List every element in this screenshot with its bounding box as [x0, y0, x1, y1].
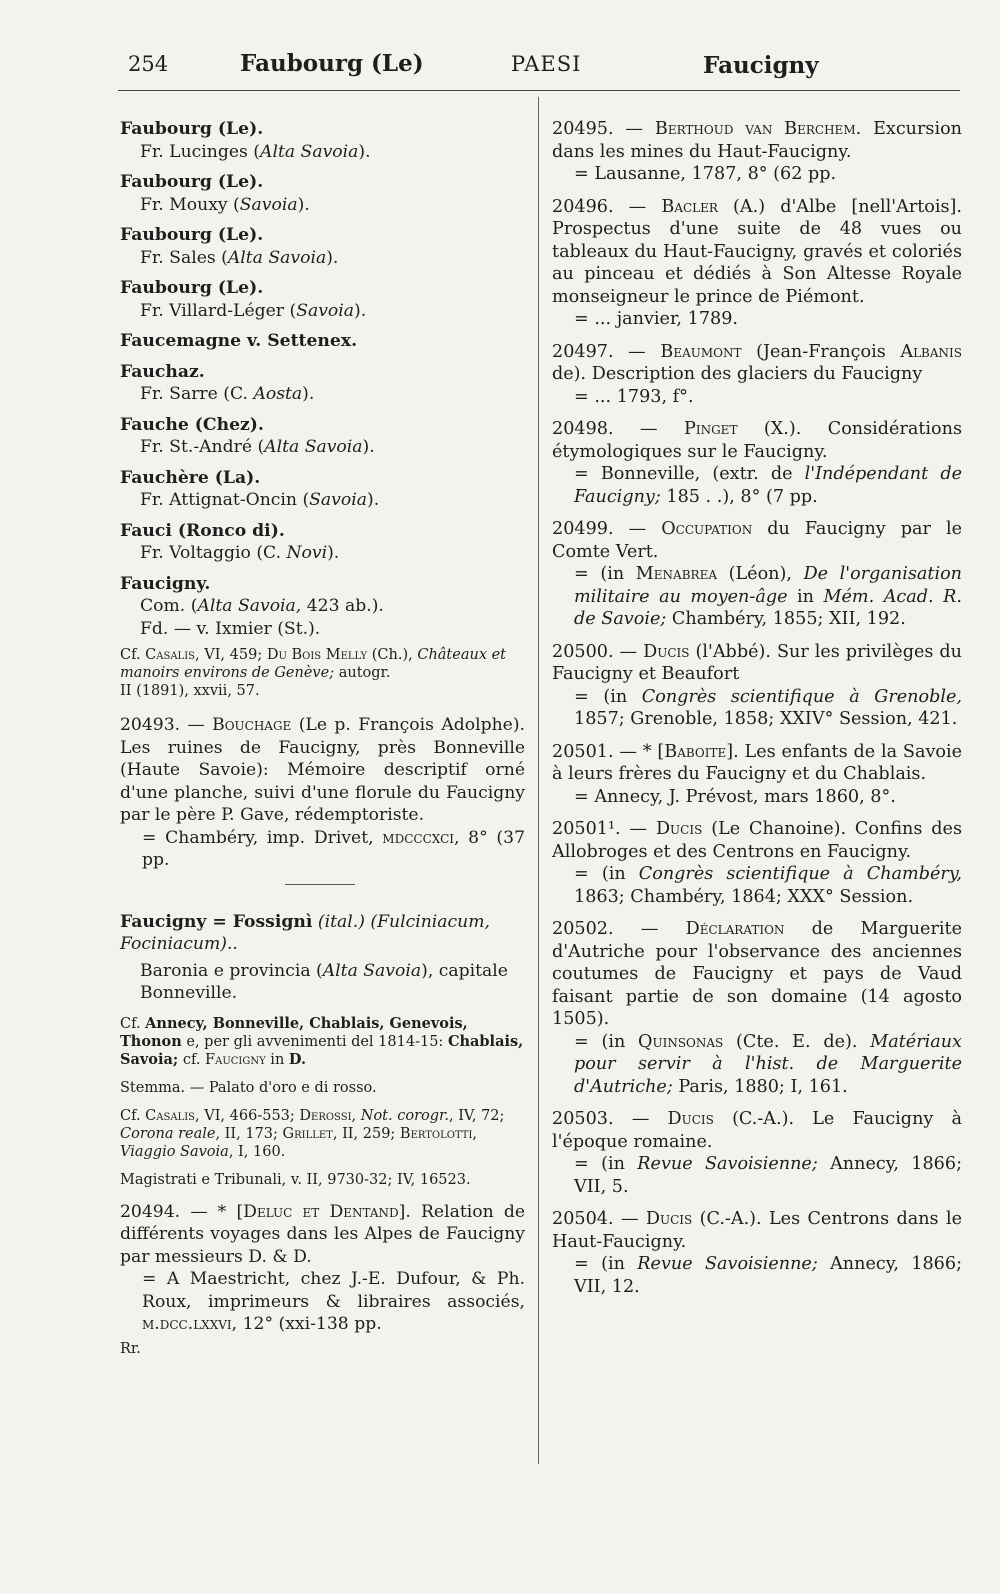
stemma-note: Stemma. — Palato d'oro e di rosso. — [120, 1079, 377, 1096]
place-entry — [120, 277, 525, 322]
entry-text: de). Description des glaciers du Faucigny — [552, 364, 923, 384]
author-name: Deluc et Dentand — [243, 1201, 399, 1222]
entry-number: 20499. — — [552, 519, 662, 539]
bib-entry-20500 — [552, 641, 962, 731]
running-head-center: PAESI — [511, 52, 582, 76]
bib-entry-20504 — [552, 1208, 962, 1298]
place-entry — [120, 224, 525, 269]
author-name: Derossi — [299, 1107, 352, 1124]
fd-line: Fd. — v. Ixmier (St.). — [140, 618, 321, 639]
author-name: Déclaration — [685, 919, 785, 939]
imprint-text: = (in — [574, 1254, 638, 1274]
imprint — [552, 563, 962, 631]
cross-reference-faucemagne: Faucemagne v. Settenex. — [120, 331, 358, 351]
work-title: Revue Savoisienne; — [637, 1154, 818, 1174]
place-headword: Fauche (Chez). — [120, 414, 264, 435]
ref-text: cf. — [178, 1051, 206, 1068]
place-detail — [120, 383, 525, 406]
detail-text: Fr. Mouxy ( — [140, 194, 240, 215]
ref-text: , I, 160. — [228, 1143, 286, 1160]
imprint — [552, 1153, 962, 1198]
commune-line — [120, 595, 525, 618]
ref-text: autogr. — [334, 665, 391, 681]
ref-places: Chablais, Savoia; — [120, 1032, 524, 1068]
work-title: Viaggio Savoia — [120, 1143, 229, 1160]
detail-text: Fr. Villard-Léger ( — [140, 300, 297, 321]
place-entry-fauchere — [120, 467, 525, 512]
place-detail — [120, 247, 525, 270]
imprint-date: mdcccxci — [382, 827, 455, 848]
entry-number: 20501¹. — — [552, 819, 656, 839]
imprint-text: in — [787, 586, 824, 607]
entry-number: 20502. — — [552, 919, 686, 939]
entry-text: (C.-A.). Le Faucigny à l'époque romaine. — [552, 1109, 963, 1152]
magistrati-note: Magistrati e Tribunali, v. II, 9730-32; IV, 16523. — [120, 1171, 471, 1188]
author-name: Casalis — [145, 647, 196, 663]
imprint — [552, 1031, 962, 1099]
place-headword: Faubourg (Le). — [120, 225, 264, 245]
author-name: Ducis — [643, 641, 690, 662]
imprint-text: , 12° (xxi-138 pp. — [231, 1314, 382, 1334]
imprint-date: m.dcc.lxxvi — [142, 1314, 232, 1334]
ref-text: in — [265, 1051, 289, 1068]
imprint — [120, 827, 525, 872]
author-name: Bouchage — [212, 715, 292, 735]
header-rule — [118, 90, 960, 91]
imprint — [552, 686, 962, 731]
entry-text: ]. Les enfants de la Savoie à leurs frères du Faucigny et du Chablais. — [552, 741, 963, 784]
bib-entry-20501 — [552, 741, 962, 809]
bib-entry-20496 — [552, 196, 962, 331]
column-divider — [538, 97, 539, 1464]
region-name: Alta Savoia — [322, 960, 422, 981]
entry-text: (X.). Considérations étymologiques sur le Faucigny. — [552, 419, 963, 462]
baronia-line — [120, 960, 525, 1005]
fossigni-head — [120, 911, 525, 956]
detail-tail: ). — [362, 437, 375, 457]
place-entry — [120, 118, 525, 163]
place-headword: Faubourg (Le). — [120, 119, 264, 139]
running-head-right: Faucigny — [703, 52, 819, 79]
imprint-text: = Bonneville, (extr. de — [574, 464, 805, 484]
work-title: De l'organisation militaire au moyen-âge — [574, 564, 962, 607]
imprint — [552, 863, 962, 908]
detail-text: Fr. Lucinges ( — [140, 141, 261, 162]
imprint-text: 1857; Grenoble, 1858; XXIV° Session, 421. — [574, 709, 958, 729]
author-name: Ducis — [655, 819, 703, 839]
imprint-text: (Léon), — [717, 564, 804, 584]
entry-number: 20494. — * [ — [120, 1201, 244, 1222]
author-name: Du Bois Melly — [266, 647, 368, 663]
region-name: Alta Savoia — [260, 141, 359, 162]
detail-text: Fr. Sarre (C. — [140, 384, 254, 404]
place-entry-fossigni — [120, 911, 525, 1189]
ref-text: , II, 259; — [332, 1125, 400, 1142]
place-headword: Fauci (Ronco di). — [120, 520, 285, 541]
place-headword: Faubourg (Le). — [120, 172, 264, 192]
place-headword: Faucigny = Fossignì — [120, 911, 313, 932]
entry-text: ]. Relation de différents voyages dans les Alpes de Faucigny par messieurs D. & D. — [120, 1201, 526, 1267]
entry-number: 20503. — — [552, 1109, 668, 1129]
place-detail — [120, 194, 525, 217]
entry-number: 20501. — * [ — [552, 741, 665, 762]
region-name: Savoia — [309, 490, 367, 510]
entry-text: . Excursion dans les mines du Haut-Faucigny. — [552, 119, 963, 162]
bib-entry-20497 — [552, 341, 962, 409]
region-name: Alta Savoia — [264, 437, 363, 457]
place-entry-fauche — [120, 414, 525, 459]
cf-note — [120, 1015, 525, 1069]
place-headword: Faubourg (Le). — [120, 278, 264, 298]
author-name: Pinget — [684, 419, 738, 439]
work-title: l'Indépendant de Faucigny; — [574, 464, 962, 507]
ref-text: , IV, 72; — [448, 1107, 505, 1124]
detail-tail: ). — [358, 141, 371, 162]
place-entry — [120, 171, 525, 216]
entry-text: (C.-A.). Les Centrons dans le Haut-Faucigny. — [552, 1209, 962, 1252]
ref-text: , VI, 459; — [195, 647, 267, 663]
bib-entry-20495 — [552, 118, 962, 186]
imprint-text: = (in — [574, 1154, 638, 1174]
detail-text: Fr. Voltaggio (C. — [140, 543, 287, 563]
region-name: Alta Savoia — [227, 247, 327, 268]
ref-text: , II, 173; — [215, 1125, 283, 1142]
detail-tail: ). — [302, 384, 315, 404]
section-separator — [285, 884, 355, 885]
bib-entry-20499 — [552, 518, 962, 631]
entry-text: (Le p. François Adolphe). Les ruines de Faucigny, près Bonneville (Haute Savoie): Mémoire descriptif orné d'une planche, suivi d'une florule du Faucigny par le père P. Gave, rédemptoriste. — [120, 715, 525, 825]
work-title: Châteaux et manoirs environs de Genève; — [120, 647, 507, 681]
author-name: Bacler — [661, 196, 718, 217]
bib-entry-20494 — [120, 1201, 525, 1358]
author-name: Ducis — [645, 1209, 693, 1229]
author-name: Occupation — [661, 519, 753, 539]
work-title: Matériaux pour servir à l'hist. de Marguerite d'Autriche; — [574, 1031, 962, 1097]
author-name: Casalis — [145, 1107, 196, 1124]
imprint — [552, 463, 962, 508]
place-detail — [120, 542, 525, 565]
imprint-text: (Cte. E. de). — [723, 1031, 871, 1052]
ref-places: D. — [288, 1050, 307, 1068]
entry-text: (Le Chanoine). Confins des Allobroges et des Centrons en Faucigny. — [552, 819, 962, 862]
author-name: Menabrea — [635, 564, 718, 584]
imprint-text: Paris, 1880; I, 161. — [672, 1076, 848, 1097]
entry-text: (l'Abbé). Sur les privilèges du Faucigny et Beaufort — [552, 641, 963, 684]
imprint-text: Chambéry, 1855; XII, 192. — [666, 609, 906, 629]
region-name: Savoia — [296, 300, 355, 321]
imprint-text: = (in — [574, 564, 636, 584]
imprint: = Annecy, J. Prévost, mars 1860, 8°. — [574, 786, 896, 807]
author-name: Ducis — [667, 1109, 714, 1129]
work-title: Not. corogr. — [360, 1107, 449, 1124]
place-entry-fauchaz — [120, 361, 525, 406]
work-title: Revue Savoisienne; — [637, 1254, 818, 1274]
imprint: = ... 1793, f°. — [574, 386, 694, 407]
page-header — [128, 48, 960, 88]
entry-number: 20493. — — [120, 715, 213, 735]
place-headword: Faucigny. — [120, 573, 211, 594]
bib-entry-20493 — [120, 714, 525, 872]
work-title: Mém. Acad. R. de Savoie; — [574, 586, 962, 629]
imprint — [552, 1253, 962, 1298]
cf-label: Cf. — [120, 1015, 146, 1032]
entry-number: 20495. — — [552, 119, 655, 139]
bib-entry-20502 — [552, 918, 962, 1098]
cf-note — [120, 1107, 525, 1161]
ref-text: II (1891), xxvii, 57. — [120, 683, 260, 699]
imprint-text: = Chambéry, imp. Drivet, — [142, 827, 383, 848]
imprint-text: Annecy, 1866; VII, 12. — [574, 1254, 962, 1297]
entry-number: 20500. — — [552, 641, 644, 662]
detail-text: Fr. Attignat-Oncin ( — [140, 490, 310, 510]
ref-text: e, per gli avvenimenti del 1814-15: — [181, 1033, 448, 1050]
right-column — [552, 118, 962, 1308]
detail-text: Baronia e provincia ( — [140, 960, 323, 981]
cf-label: Cf. — [120, 647, 146, 663]
ref-places: Annecy, Bonneville, Chablais, Genevois, Thonon — [120, 1014, 468, 1050]
author-name: Faucigny — [205, 1051, 266, 1068]
entry-number: 20504. — — [552, 1209, 646, 1229]
region-name: Savoia — [239, 194, 298, 215]
imprint-text: 1863; Chambéry, 1864; XXX° Session. — [574, 886, 914, 907]
bib-entry-20498 — [552, 418, 962, 508]
imprint-text: = (in — [574, 1031, 639, 1052]
detail-tail: ). — [326, 247, 339, 268]
entry-text: de Marguerite d'Autriche pour l'observance des anciennes coutumes de Faucigny et pays de Vaud faisant partie de son domaine (14 agosto 1505). — [552, 919, 962, 1029]
entry-number: 20498. — — [552, 419, 685, 439]
rarity-mark: Rr. — [120, 1340, 141, 1357]
work-title: Congrès scientifique à Chambéry, — [638, 864, 963, 884]
entry-text: du Faucigny par le Comte Vert. — [552, 519, 962, 562]
imprint-text: = (in — [574, 686, 642, 707]
imprint-text: , 8° (37 pp. — [142, 827, 526, 870]
detail-tail: ). — [354, 300, 367, 321]
imprint: = Lausanne, 1787, 8° (62 pp. — [574, 164, 837, 184]
left-column — [120, 118, 525, 1368]
bib-entry-20503 — [552, 1108, 962, 1198]
running-head-left: Faubourg (Le) — [240, 50, 424, 77]
entry-number: 20496. — — [552, 196, 662, 217]
place-entry-fauci — [120, 520, 525, 565]
imprint-text: 185 . .), 8° (7 pp. — [660, 486, 818, 507]
place-detail — [120, 300, 525, 323]
imprint-text: = A Maestricht, chez J.-E. Dufour, & Ph. Roux, imprimeurs & libraires associés, — [142, 1269, 525, 1312]
variant-names: (ital.) (Fulciniacum, Fociniacum).. — [120, 911, 490, 954]
place-detail — [120, 489, 525, 512]
bib-entry-20501-1 — [552, 818, 962, 908]
author-name: Bertolotti — [399, 1125, 473, 1142]
detail-tail: ). — [366, 490, 380, 510]
author-name: Berthoud van Berchem — [654, 119, 856, 139]
place-detail — [120, 141, 525, 164]
entry-text: (Jean-François — [741, 341, 901, 362]
author-name: Quinsonas — [638, 1031, 724, 1052]
ref-text: , — [472, 1125, 478, 1142]
detail-text: Fr. Sales ( — [140, 247, 228, 268]
place-detail — [120, 436, 525, 459]
imprint-text: = (in — [574, 864, 639, 884]
ref-text: (Ch.), — [367, 647, 413, 663]
region-name: Alta Savoia, — [197, 596, 302, 616]
page-number: 254 — [128, 52, 169, 76]
ref-text: , VI, 466-553; — [195, 1107, 300, 1124]
place-headword: Fauchaz. — [120, 361, 205, 382]
commune-label: Com. ( — [140, 596, 198, 616]
author-name: Beaumont — [660, 341, 742, 362]
cf-label: Cf. — [120, 1107, 146, 1124]
imprint-text: Annecy, 1866; VII, 5. — [574, 1154, 962, 1197]
detail-tail: ), capitale Bonneville. — [140, 960, 508, 1003]
detail-tail: ). — [297, 194, 310, 215]
work-title: Corona reale — [120, 1125, 216, 1142]
region-name: Aosta — [253, 384, 303, 404]
entry-number: 20497. — — [552, 341, 661, 362]
cf-note — [120, 646, 525, 700]
author-name: Albanis — [900, 341, 962, 362]
entry-text: (A.) d'Albe [nell'Artois]. Prospectus d'une suite de 48 vues ou tableaux du Haut-Faucigny, gravés et coloriés au pinceau et dédiés à Son Altesse Royale monseigneur le prince de Piémont. — [552, 196, 963, 307]
region-name: Novi — [286, 543, 328, 563]
place-headword: Fauchère (La). — [120, 467, 261, 488]
author-name: Grillet — [282, 1125, 333, 1142]
detail-text: Fr. St.-André ( — [140, 437, 265, 457]
population: 423 ab.). — [301, 596, 384, 616]
imprint: = ... janvier, 1789. — [574, 309, 738, 329]
ref-text: , — [351, 1107, 361, 1124]
detail-tail: ). — [327, 543, 340, 563]
work-title: Congrès scientifique à Grenoble, — [641, 686, 963, 707]
author-name: Baboite — [664, 741, 727, 762]
imprint — [120, 1268, 525, 1336]
place-entry-faucigny — [120, 573, 525, 701]
